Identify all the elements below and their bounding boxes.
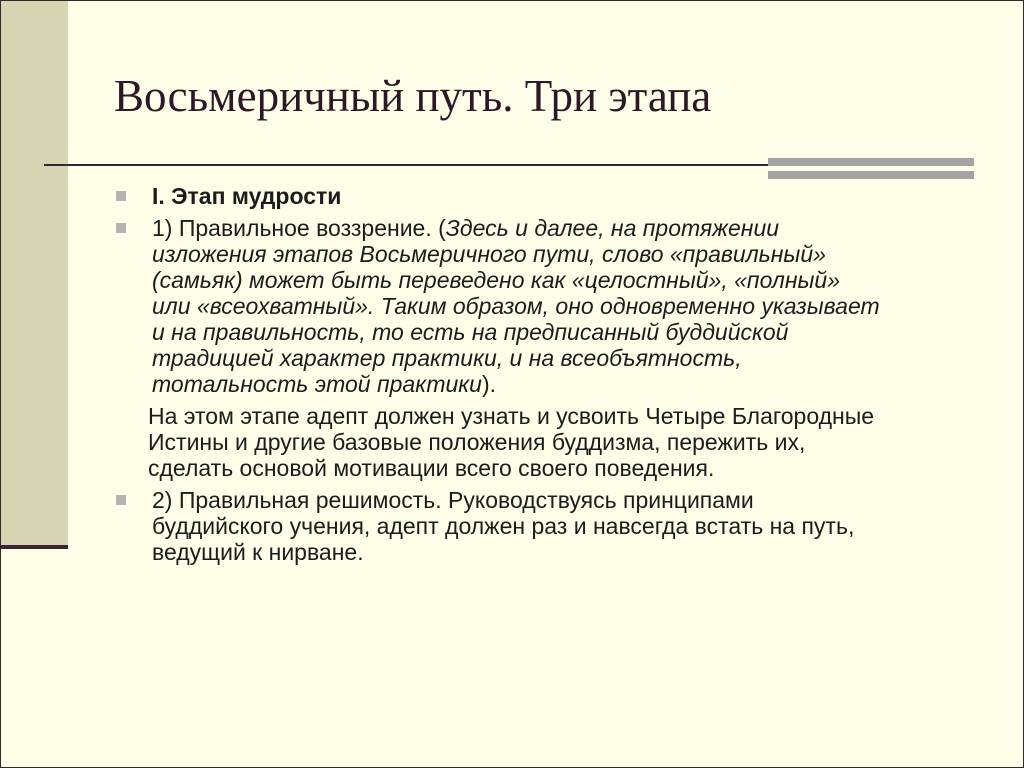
item-continuation-paragraph: На этом этапе адепт должен узнать и усвоить Четыре Благородные Истины и другие базовые положения буддизма, пережить их, сделать основой мотивации всего своего поведения.	[148, 403, 875, 481]
square-bullet-icon	[116, 191, 126, 201]
slide-body	[114, 183, 994, 565]
square-bullet-icon	[116, 223, 126, 233]
left-band-underline	[1, 545, 68, 549]
list-item-text	[152, 215, 994, 397]
title-divider-line	[44, 164, 770, 166]
slide-title: Восьмеричный путь. Три этапа	[114, 71, 712, 121]
left-decorative-band	[1, 1, 68, 545]
title-divider-gray-bar-bottom	[768, 171, 974, 179]
item-text-start: 1) Правильное воззрение. (	[152, 215, 446, 241]
item-text-end: ).	[481, 371, 496, 397]
item-italic-note: Здесь и далее, на протяжении изложения этапов Восьмеричного пути, слово «правильный» (самьяк) может быть переведено как «целостный», «полный» или «всеохватный». Таким образом, оно одновременно указывает и на правильность, то есть на предписанный буддийской традицией характер практики, и на всеобъятность, тотальность этой практики	[152, 215, 880, 397]
title-divider-gray-bar-top	[768, 158, 974, 166]
list-item-text: 2) Правильная решимость. Руководствуясь принципами буддийского учения, адепт должен раз и навсегда встать на путь, ведущий к нирване.	[152, 487, 855, 565]
list-item	[114, 215, 994, 397]
list-item	[114, 487, 994, 565]
square-bullet-icon	[116, 495, 126, 505]
list-item	[114, 183, 994, 209]
stage-heading: I. Этап мудрости	[152, 183, 342, 209]
